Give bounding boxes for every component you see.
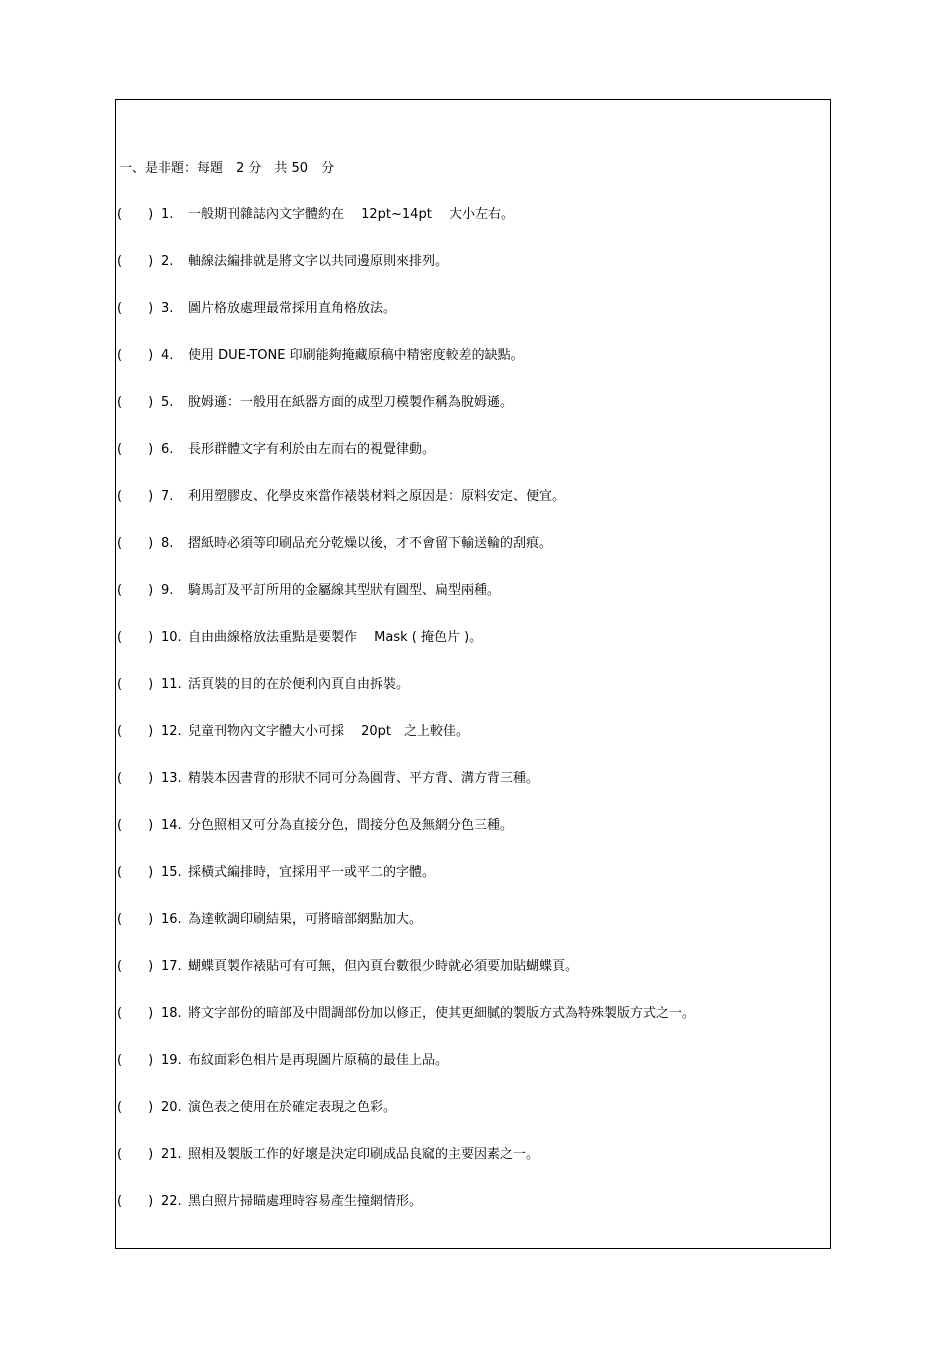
- question-item: [117, 864, 827, 911]
- question-text: 摺紙時必須等印刷品充分乾燥以後，才不會留下輸送輪的刮痕。: [188, 536, 553, 551]
- question-number: 11.: [161, 677, 182, 692]
- question-text: 演色表之使用在於確定表現之色彩。: [188, 1100, 397, 1115]
- question-text: 自由曲線格放法重點是要製作 Mask ( 掩色片 )。: [188, 630, 483, 645]
- question-item: [117, 911, 827, 958]
- question-number: 18.: [161, 1006, 182, 1021]
- answer-blank: ( ): [117, 630, 154, 645]
- answer-blank: ( ): [117, 395, 154, 410]
- question-item: [117, 1193, 827, 1240]
- answer-blank: ( ): [117, 489, 154, 504]
- question-number: 16.: [161, 912, 182, 927]
- question-text: 蝴蝶頁製作裱貼可有可無，但內頁台數很少時就必須要加貼蝴蝶頁。: [188, 959, 579, 974]
- answer-blank: ( ): [117, 207, 154, 222]
- question-item: [117, 817, 827, 864]
- question-number: 6.: [161, 442, 174, 457]
- question-text: 騎馬訂及平訂所用的金屬線其型狀有圓型、扁型兩種。: [188, 583, 501, 598]
- question-item: [117, 1052, 827, 1099]
- question-item: [117, 770, 827, 817]
- question-text: 圖片格放處理最常採用直角格放法。: [188, 301, 397, 316]
- answer-blank: ( ): [117, 677, 154, 692]
- section-title: 一、是非題：每題 2 分 共 50 分: [119, 161, 335, 176]
- question-text: 分色照相又可分為直接分色，間接分色及無網分色三種。: [188, 818, 514, 833]
- question-text: 精裝本因書背的形狀不同可分為圓背、平方背、溝方背三種。: [188, 771, 540, 786]
- question-text: 為達軟調印刷結果，可將暗部網點加大。: [188, 912, 423, 927]
- question-number: 10.: [161, 630, 182, 645]
- answer-blank: ( ): [117, 912, 154, 927]
- answer-blank: ( ): [117, 959, 154, 974]
- question-number: 1.: [161, 207, 174, 222]
- answer-blank: ( ): [117, 818, 154, 833]
- answer-blank: ( ): [117, 536, 154, 551]
- question-number: 5.: [161, 395, 174, 410]
- question-number: 21.: [161, 1147, 182, 1162]
- question-item: [117, 629, 827, 676]
- answer-blank: ( ): [117, 1100, 154, 1115]
- question-number: 4.: [161, 348, 174, 363]
- question-text: 利用塑膠皮、化學皮來當作裱裝材料之原因是：原料安定、便宜。: [188, 489, 566, 504]
- question-item: [117, 300, 827, 347]
- question-text: 兒童刊物內文字體大小可採 20pt 之上較佳。: [188, 724, 470, 739]
- question-number: 2.: [161, 254, 174, 269]
- question-text: 脫姆遜：一般用在紙器方面的成型刀模製作稱為脫姆遜。: [188, 395, 514, 410]
- question-item: [117, 1099, 827, 1146]
- question-item: [117, 535, 827, 582]
- question-number: 19.: [161, 1053, 182, 1068]
- answer-blank: ( ): [117, 771, 154, 786]
- question-text: 活頁裝的目的在於便利內頁自由拆裝。: [188, 677, 410, 692]
- question-number: 7.: [161, 489, 174, 504]
- answer-blank: ( ): [117, 1147, 154, 1162]
- question-text: 布紋面彩色相片是再現圖片原稿的最佳上品。: [188, 1053, 449, 1068]
- question-number: 12.: [161, 724, 182, 739]
- answer-blank: ( ): [117, 865, 154, 880]
- answer-blank: ( ): [117, 1053, 154, 1068]
- answer-blank: ( ): [117, 301, 154, 316]
- question-text: 黑白照片掃瞄處理時容易產生撞網情形。: [188, 1194, 423, 1209]
- question-text: 長形群體文字有利於由左而右的視覺律動。: [188, 442, 436, 457]
- question-number: 14.: [161, 818, 182, 833]
- question-item: [117, 441, 827, 488]
- question-text: 照相及製版工作的好壞是決定印刷成品良窳的主要因素之一。: [188, 1147, 540, 1162]
- question-item: [117, 676, 827, 723]
- question-item: [117, 958, 827, 1005]
- question-item: [117, 488, 827, 535]
- answer-blank: ( ): [117, 583, 154, 598]
- question-text: 將文字部份的暗部及中間調部份加以修正，使其更細膩的製版方式為特殊製版方式之一。: [188, 1006, 696, 1021]
- question-number: 8.: [161, 536, 174, 551]
- answer-blank: ( ): [117, 724, 154, 739]
- question-number: 13.: [161, 771, 182, 786]
- answer-blank: ( ): [117, 254, 154, 269]
- answer-blank: ( ): [117, 442, 154, 457]
- question-item: [117, 582, 827, 629]
- question-list: [117, 206, 827, 1240]
- question-number: 3.: [161, 301, 174, 316]
- question-text: 軸線法編排就是將文字以共同邊原則來排列。: [188, 254, 449, 269]
- question-item: [117, 206, 827, 253]
- question-item: [117, 347, 827, 394]
- question-number: 20.: [161, 1100, 182, 1115]
- question-number: 15.: [161, 865, 182, 880]
- question-number: 22.: [161, 1194, 182, 1209]
- question-item: [117, 394, 827, 441]
- answer-blank: ( ): [117, 348, 154, 363]
- question-number: 17.: [161, 959, 182, 974]
- question-text: 一般期刊雜誌內文字體約在 12pt~14pt 大小左右。: [188, 207, 514, 222]
- question-item: [117, 253, 827, 300]
- answer-blank: ( ): [117, 1006, 154, 1021]
- question-text: 採橫式編排時，宜採用平一或平二的字體。: [188, 865, 436, 880]
- question-text: 使用 DUE-TONE 印刷能夠掩藏原稿中精密度較差的缺點。: [188, 348, 524, 363]
- question-item: [117, 723, 827, 770]
- answer-blank: ( ): [117, 1194, 154, 1209]
- question-item: [117, 1146, 827, 1193]
- question-item: [117, 1005, 827, 1052]
- question-number: 9.: [161, 583, 174, 598]
